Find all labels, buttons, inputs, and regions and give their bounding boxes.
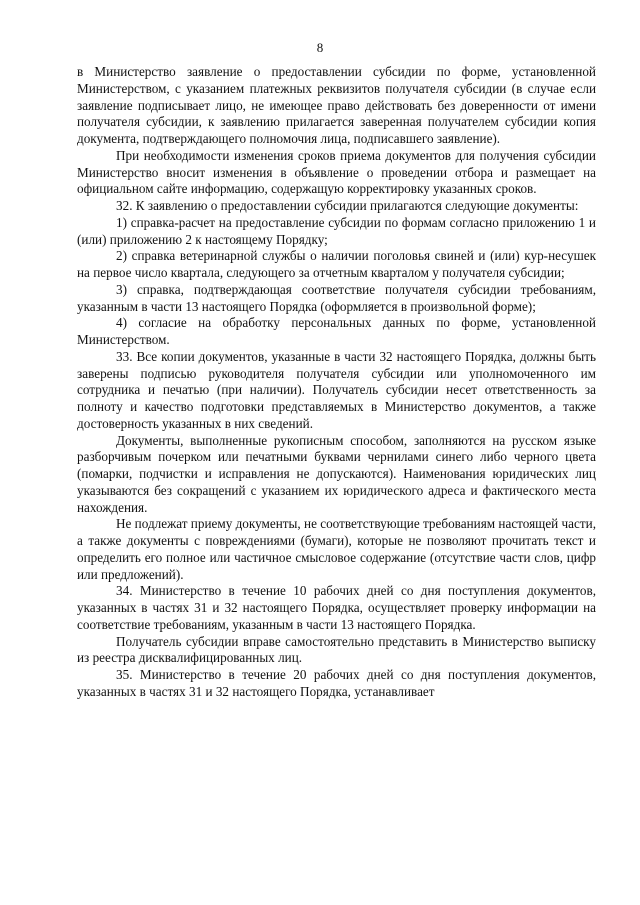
page-number: 8 [316, 40, 324, 55]
paragraph-6: 3) справка, подтверждающая соответствие получателя субсидии требованиям, указанным в части 13 настоящего Порядка (оформляется в произвольной форме); [77, 281, 596, 314]
paragraph-9: Документы, выполненные рукописным способом, заполняются на русском языке разборчивым почерком или печатными буквами чернилами синего либо черного цвета (помарки, подчистки и исправления не допускаются). Наименования юридических лиц указываются без сокращений с указанием их юридического адреса и фактического места нахождения. [77, 432, 596, 515]
paragraph-13: 35. Министерство в течение 20 рабочих дней со дня поступления документов, указанных в частях 31 и 32 настоящего Порядка, устанавливает [77, 667, 596, 699]
paragraph-11: 34. Министерство в течение 10 рабочих дней со дня поступления документов, указанных в частях 31 и 32 настоящего Порядка, осуществляет проверку информации на соответствие требованиям, указанным в части 13 настоящего Порядка. [77, 583, 596, 632]
paragraph-10: Не подлежат приему документы, не соответствующие требованиям настоящей части, а также документы с повреждениями (бумаги), которые не позволяют прочитать текст и определить его полное или частичное смысловое содержание (отсутствие части слов, цифр или предложений). [77, 516, 596, 582]
paragraph-5: 2) справка ветеринарной службы о наличии поголовья свиней и (или) кур-несушек на первое число квартала, следующего за отчетным кварталом у получателя субсидии; [77, 248, 596, 280]
paragraph-1: в Министерство заявление о предоставлении субсидии по форме, установленной Министерством, с указанием платежных реквизитов получателя субсидии (в случае если заявление подписывает лицо, не имеющее право действовать без доверенности от имени получателя субсидии, к заявлению прилагается заверенная получателем субсидии копия документа, подтверждающего полномочия лица, подписавшего заявление). [77, 64, 596, 146]
paragraph-2: При необходимости изменения сроков приема документов для получения субсидии Министерство вносит изменения в объявление о проведении отбора и размещает на официальном сайте информацию, содержащую корректировку указанных сроков. [77, 147, 596, 197]
document-body [77, 64, 596, 701]
paragraph-8: 33. Все копии документов, указанные в части 32 настоящего Порядка, должны быть заверены подписью руководителя получателя субсидии или уполномоченного им сотрудника и печатью (при наличии). Получатель субсидии несет ответственность за полноту и качество подготовки представляемых в Министерство документов, а также достоверность указанных в них сведений. [77, 348, 596, 431]
paragraph-4: 1) справка-расчет на предоставление субсидии по формам согласно приложению 1 и (или) приложению 2 к настоящему Порядку; [77, 214, 596, 247]
paragraph-12: Получатель субсидии вправе самостоятельно представить в Министерство выписку из реестра дисквалифицированных лиц. [77, 633, 596, 666]
paragraph-3: 32. К заявлению о предоставлении субсидии прилагаются следующие документы: [116, 198, 579, 213]
paragraph-7: 4) согласие на обработку персональных данных по форме, установленной Министерством. [77, 315, 596, 347]
